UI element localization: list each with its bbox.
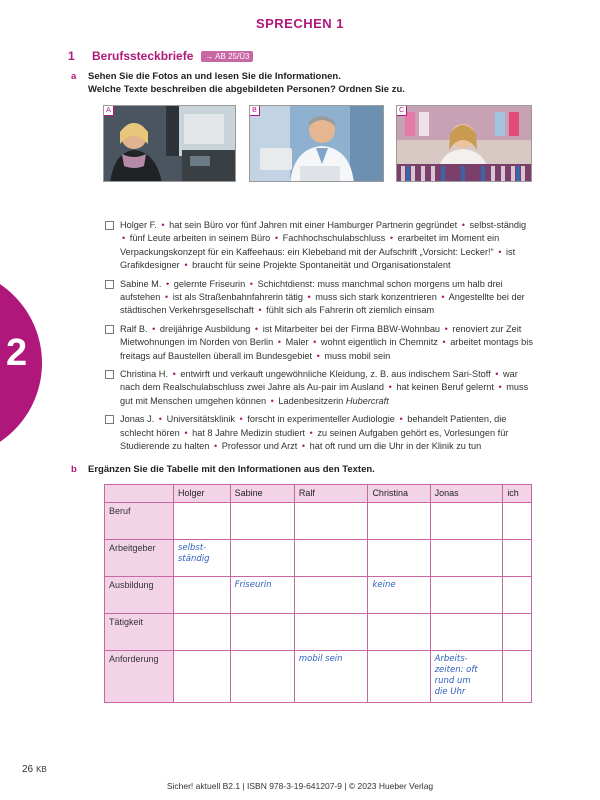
- table-cell[interactable]: [174, 614, 231, 651]
- task-b-instructions: [71, 463, 375, 476]
- bullet-separator: •: [389, 233, 394, 244]
- profile-fact: entwirft und verkauft ungewöhnliche Kleidung, z. B. aus indischem Sari-Stoff: [180, 369, 491, 380]
- bullet-separator: •: [254, 323, 259, 334]
- bullet-separator: •: [442, 337, 446, 348]
- profile-fact: Fachhochschulabschluss: [282, 233, 386, 244]
- photo-b-label: B: [249, 105, 260, 116]
- table-cell[interactable]: [430, 540, 503, 577]
- task-b-text: Ergänzen Sie die Tabelle mit den Informationen aus den Texten.: [88, 464, 375, 475]
- table-cell[interactable]: [174, 503, 231, 540]
- bullet-separator: •: [498, 382, 502, 393]
- bullet-separator: •: [277, 337, 281, 348]
- bullet-separator: •: [444, 323, 448, 334]
- profile-fact: gelernte Friseurin: [173, 278, 246, 289]
- bullet-separator: •: [122, 233, 126, 244]
- table-cell[interactable]: [430, 503, 503, 540]
- bullet-separator: •: [441, 292, 445, 303]
- chapter-number: 2: [6, 332, 28, 374]
- table-cell[interactable]: [230, 540, 294, 577]
- bullet-separator: •: [498, 246, 502, 257]
- row-header: Tätigkeit: [105, 614, 174, 651]
- profile-entry: [105, 413, 535, 453]
- profile-entry: [105, 278, 535, 318]
- profile-fact: hat 8 Jahre Medizin studiert: [192, 427, 305, 438]
- table-cell[interactable]: [230, 577, 294, 614]
- bullet-separator: •: [165, 278, 170, 289]
- profile-name: Sabine M.: [120, 278, 162, 289]
- bullet-separator: •: [274, 233, 279, 244]
- profile-fact: muss sich stark konzentrieren: [315, 292, 437, 303]
- answer-checkbox[interactable]: [105, 221, 114, 230]
- table-cell[interactable]: [294, 540, 368, 577]
- profile-name: Holger F.: [120, 220, 157, 230]
- profile-fact: erarbeitet im Moment ein Verpackungskonzept für ein Kaffeehaus: ein Klebeband mit der Aufschrift „Vorsicht: Lecker!“: [120, 233, 500, 257]
- table-cell[interactable]: [503, 614, 532, 651]
- handwritten-answer: keine: [372, 580, 396, 590]
- table-row: [105, 503, 532, 540]
- table-cell[interactable]: [294, 577, 368, 614]
- table-header-row: [105, 485, 532, 503]
- row-header: Ausbildung: [105, 577, 174, 614]
- table-cell[interactable]: [230, 614, 294, 651]
- shop-name: Hubercraft: [345, 395, 389, 406]
- profile-fact: Ladenbesitzerin: [278, 395, 344, 406]
- section-heading: [68, 49, 253, 63]
- profile-fact: ist als Straßenbahnfahrerin tätig: [172, 292, 303, 303]
- profile-fact: hat keinen Beruf gelernt: [396, 382, 494, 393]
- profile-fact: behandelt Patienten, die schlecht hören: [120, 414, 507, 438]
- column-header: Holger: [174, 485, 231, 503]
- answer-checkbox[interactable]: [105, 415, 114, 424]
- table-cell[interactable]: [230, 503, 294, 540]
- table-cell[interactable]: [368, 614, 430, 651]
- task-a-line-1: Sehen Sie die Fotos an und lesen Sie die Informationen.: [88, 71, 341, 82]
- bullet-separator: •: [249, 278, 253, 289]
- profile-fact: hat sein Büro vor fünf Jahren mit einer Hamburger Partnerin gegründet: [169, 220, 458, 230]
- bullet-separator: •: [309, 427, 313, 438]
- photo-a-tram-driver: [103, 105, 236, 182]
- table-row: [105, 540, 532, 577]
- profile-entry: [105, 219, 535, 273]
- bullet-separator: •: [307, 292, 311, 303]
- bullet-separator: •: [461, 220, 465, 230]
- bullet-separator: •: [184, 427, 188, 438]
- profile-fact: Professor und Arzt: [221, 441, 298, 452]
- table-cell[interactable]: [294, 503, 368, 540]
- bullet-separator: •: [172, 369, 176, 380]
- bullet-separator: •: [313, 337, 317, 348]
- profile-fact: Universitätsklinik: [166, 414, 235, 425]
- table-cell[interactable]: [368, 540, 430, 577]
- photo-c-label: C: [396, 105, 407, 116]
- photo-b-doctor: [249, 105, 384, 182]
- table-cell[interactable]: [230, 651, 294, 703]
- bullet-separator: •: [270, 395, 274, 406]
- profile-fact: renoviert zur Zeit Mietwohnungen im Norden von Berlin: [120, 323, 522, 348]
- column-header: Jonas: [430, 485, 503, 503]
- row-header: Arbeitgeber: [105, 540, 174, 577]
- row-header: Beruf: [105, 503, 174, 540]
- table-row: [105, 577, 532, 614]
- table-cell[interactable]: [368, 503, 430, 540]
- profile-fact: zu seinen Aufgaben gehört es, Vorlesungen für Studierende zu halten: [120, 427, 509, 452]
- profile-fact: arbeitet montags bis freitags auf Baustellen überall im Bundesgebiet: [120, 337, 533, 361]
- column-header: Sabine: [230, 485, 294, 503]
- profile-fact: ist Grafikdesigner: [120, 246, 516, 271]
- profile-fact: Angestellte bei der städtischen Verkehrsgesellschaft: [120, 292, 525, 316]
- handwritten-answer: selbst- ständig: [178, 543, 210, 564]
- profile-fact: muss mobil sein: [324, 350, 391, 361]
- page-number-value: 26: [22, 764, 34, 775]
- page-title: SPRECHEN 1: [255, 16, 345, 31]
- table-cell[interactable]: [503, 577, 532, 614]
- profile-fact: muss gut mit Menschen umgehen können: [120, 382, 529, 406]
- profile-fact: fünf Leute arbeiten in seinem Büro: [129, 233, 271, 244]
- handwritten-answer: Arbeits- zeiten: oft rund um die Uhr: [434, 654, 478, 697]
- table-cell[interactable]: [174, 540, 231, 577]
- profile-fact: hat oft rund um die Uhr in der Klinik zu tun: [309, 441, 482, 452]
- profile-fact: war nach dem Realschulabschluss zwei Jahre als Au-pair im Ausland: [120, 369, 518, 393]
- table-cell[interactable]: [294, 614, 368, 651]
- column-header: Ralf: [294, 485, 368, 503]
- column-header: ich: [503, 485, 532, 503]
- profile-entry: [105, 323, 535, 363]
- handwritten-answer: mobil sein: [298, 654, 343, 664]
- bullet-separator: •: [213, 441, 218, 452]
- photo-c-shop-owner: [396, 105, 532, 182]
- bullet-separator: •: [152, 323, 156, 334]
- profile-name: Jonas J.: [120, 414, 155, 425]
- answer-checkbox[interactable]: [105, 325, 114, 334]
- table-cell[interactable]: [503, 651, 532, 703]
- table-cell[interactable]: [174, 651, 231, 703]
- bullet-separator: •: [316, 350, 320, 361]
- bullet-separator: •: [161, 220, 165, 230]
- profile-fact: fühlt sich als Fahrerin oft ziemlich einsam: [266, 305, 435, 316]
- table-cell[interactable]: [430, 577, 503, 614]
- table-cell[interactable]: [368, 577, 430, 614]
- handwritten-answer: Friseurin: [234, 580, 272, 590]
- page-number: [22, 764, 47, 775]
- profile-fact: wohnt eigentlich in Chemnitz: [320, 337, 438, 348]
- imprint: Sicher! aktuell B2.1 | ISBN 978-3-19-641207-9 | © 2023 Hueber Verlag: [166, 781, 434, 791]
- bullet-separator: •: [388, 382, 392, 393]
- workbook-reference-badge[interactable]: → AB 25/Ü3: [201, 51, 253, 62]
- section-title: Berufssteckbriefe: [92, 49, 194, 63]
- profile-fact: dreijährige Ausbildung: [159, 323, 251, 334]
- profile-fact: braucht für seine Projekte Spontaneität und Organisationstalent: [192, 260, 451, 271]
- task-a-line-2: Welche Texte beschreiben die abgebildeten Personen? Ordnen Sie zu.: [88, 84, 405, 95]
- section-number: 1: [68, 49, 75, 63]
- profile-entry: [105, 368, 535, 408]
- bullet-separator: •: [301, 441, 306, 452]
- row-header: Anforderung: [105, 651, 174, 703]
- bullet-separator: •: [184, 260, 188, 271]
- profile-fact: forscht in experimenteller Audiologie: [247, 414, 395, 425]
- table-cell[interactable]: [503, 503, 532, 540]
- bullet-separator: •: [158, 414, 162, 425]
- column-header: Christina: [368, 485, 430, 503]
- kursbuch-label: KB: [36, 765, 47, 774]
- table-cell[interactable]: [503, 540, 532, 577]
- bullet-separator: •: [164, 292, 169, 303]
- table-cell[interactable]: [368, 651, 430, 703]
- table-cell[interactable]: [430, 614, 503, 651]
- task-a-instructions: [71, 70, 405, 96]
- task-b-letter: b: [71, 464, 77, 475]
- answer-checkbox[interactable]: [105, 280, 114, 289]
- task-a-letter: a: [71, 71, 77, 82]
- profile-name: Ralf B.: [120, 323, 148, 334]
- table-row: [105, 614, 532, 651]
- photo-a-label: A: [103, 105, 114, 116]
- bullet-separator: •: [495, 369, 499, 380]
- table-corner-cell: [105, 485, 174, 503]
- table-cell[interactable]: [174, 577, 231, 614]
- table-cell[interactable]: [294, 651, 368, 703]
- table-row: [105, 651, 532, 703]
- profile-name: Christina H.: [120, 369, 168, 380]
- profile-fact: ist Mitarbeiter bei der Firma BBW-Wohnbau: [262, 323, 441, 334]
- profile-fact: Schichtdienst: muss manchmal schon morgens um halb drei aufstehen: [120, 278, 503, 303]
- answer-checkbox[interactable]: [105, 370, 114, 379]
- profile-entries: [105, 219, 535, 459]
- bullet-separator: •: [258, 305, 262, 316]
- bullet-separator: •: [399, 414, 403, 425]
- profile-table: [104, 484, 532, 703]
- profile-fact: selbst-ständig: [469, 220, 527, 230]
- profile-fact: Maler: [285, 337, 309, 348]
- bullet-separator: •: [239, 414, 243, 425]
- table-cell[interactable]: [430, 651, 503, 703]
